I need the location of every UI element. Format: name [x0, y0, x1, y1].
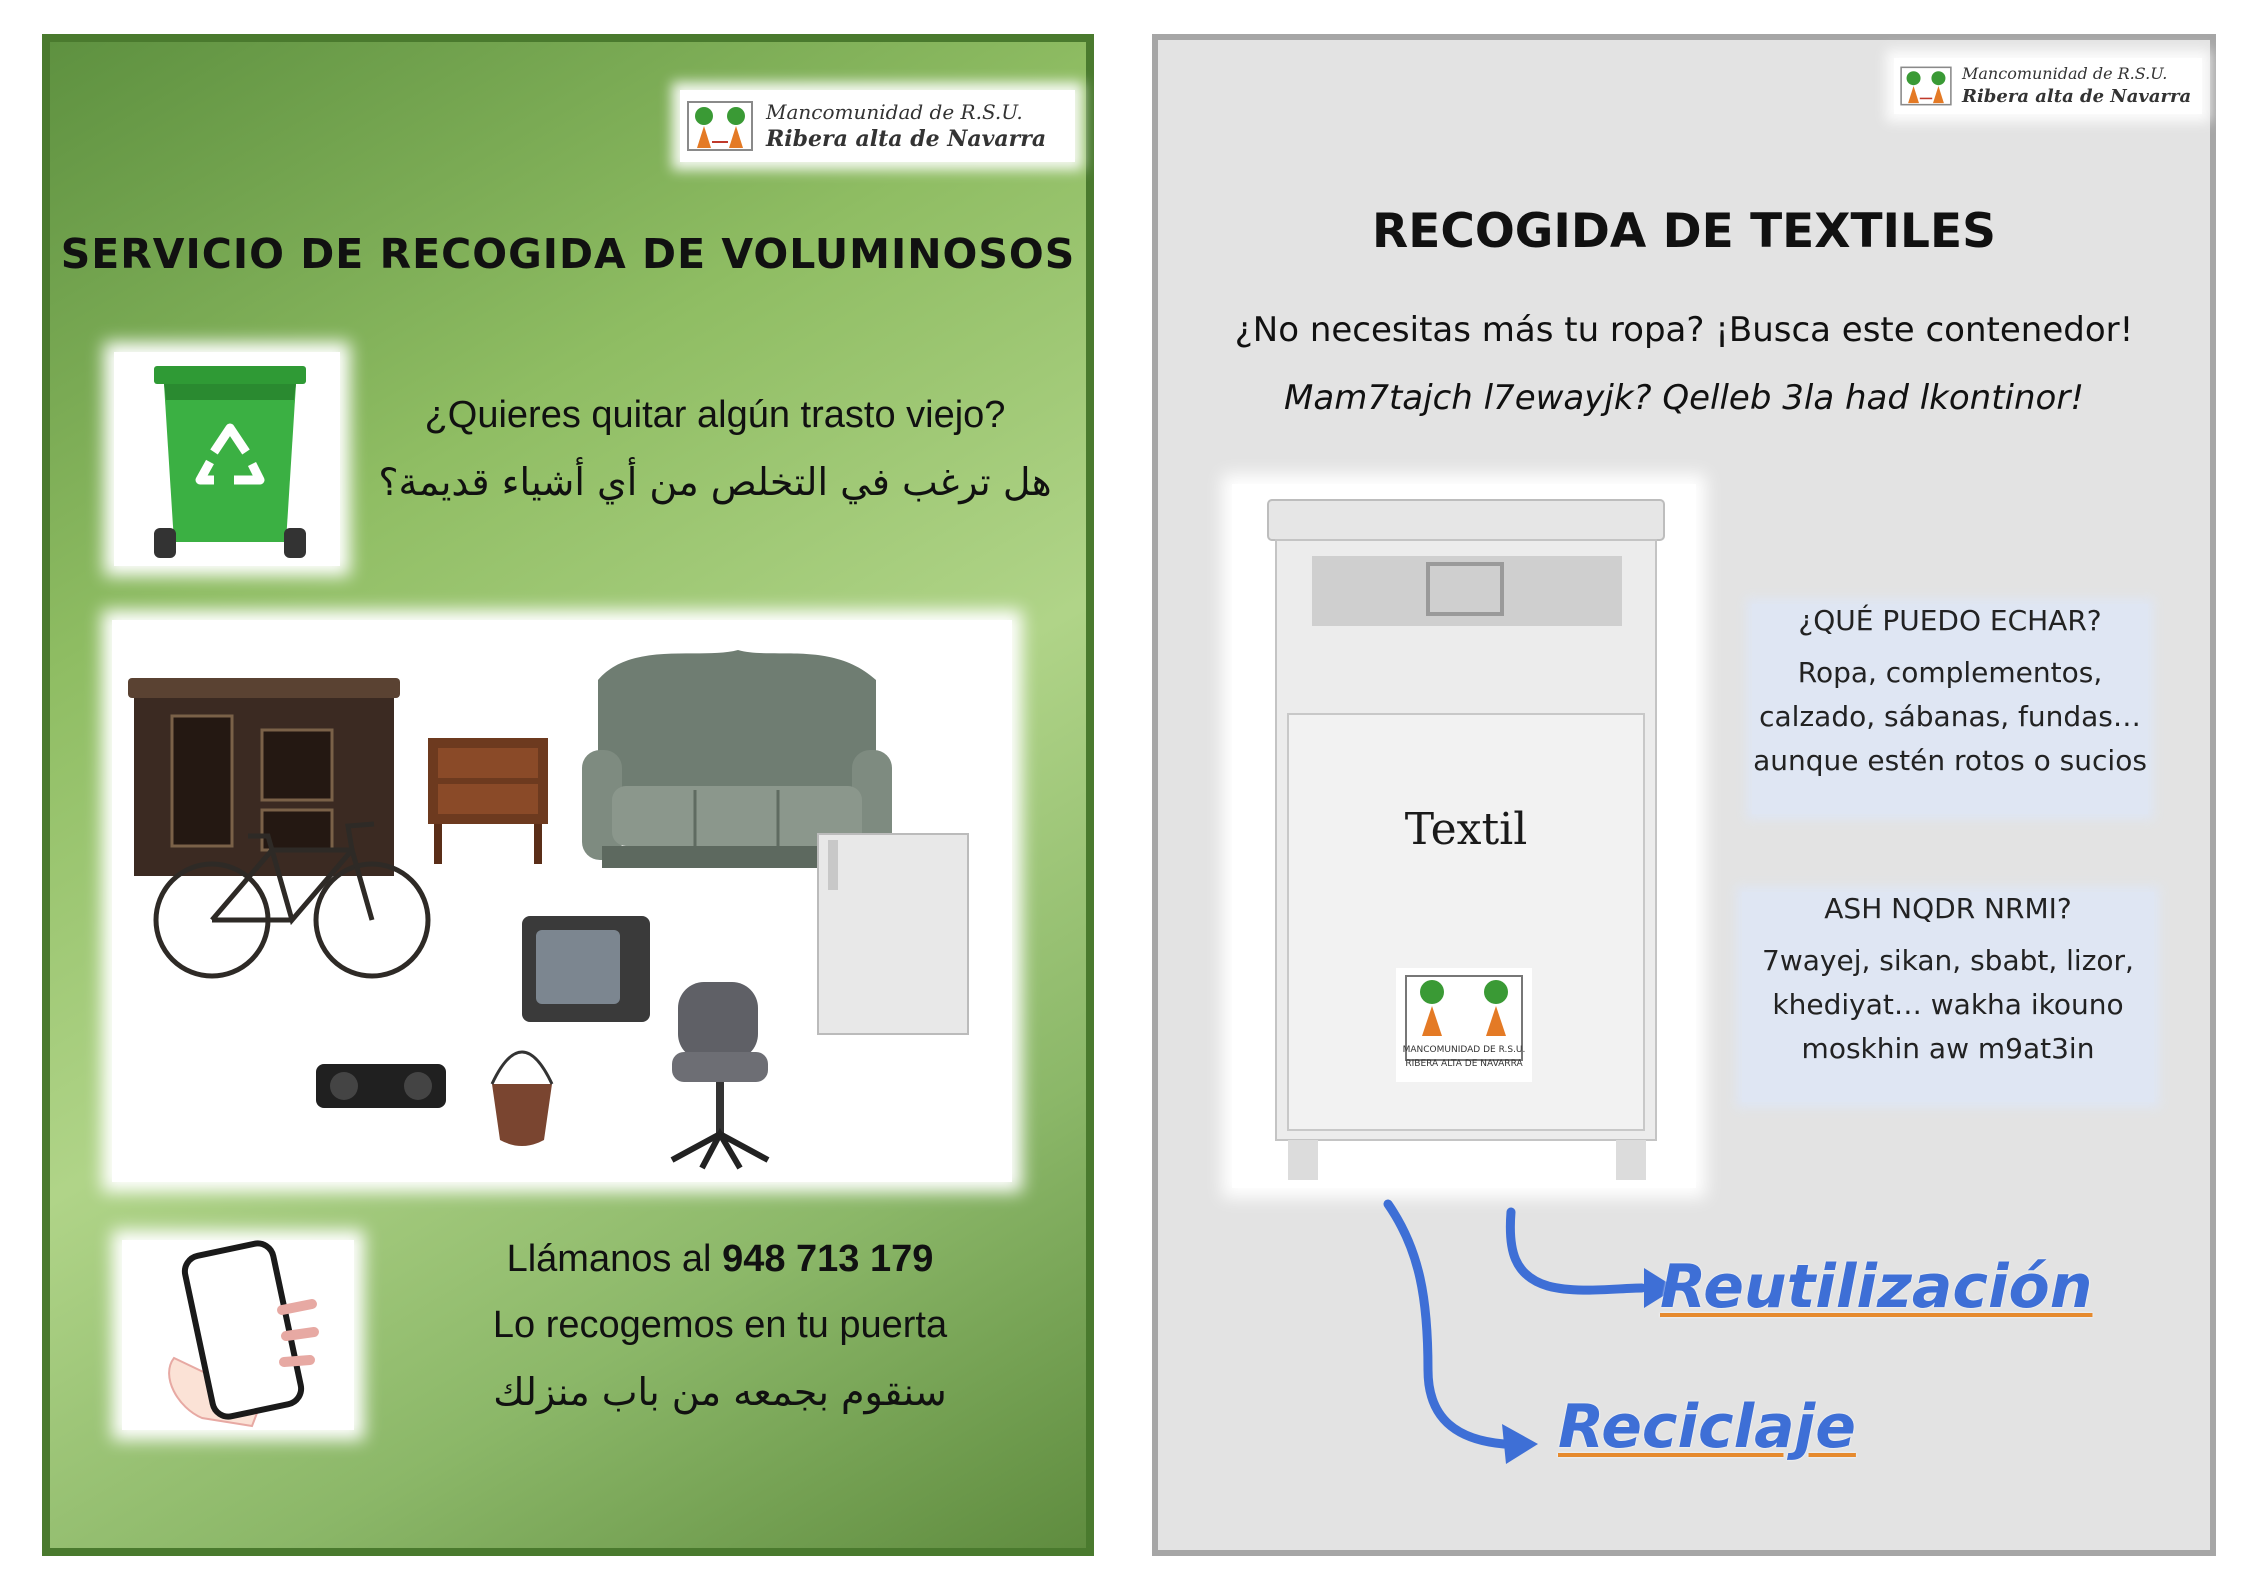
textile-flyer	[1152, 34, 2216, 1556]
textiles-title: RECOGIDA DE TEXTILES	[1372, 204, 1996, 259]
box1-heading: ¿QUÉ PUEDO ECHAR?	[1798, 604, 2102, 637]
box2-heading: ASH NQDR NRMI?	[1824, 892, 2072, 925]
box1-line2: calzado, sábanas, fundas…	[1759, 700, 2141, 733]
logo-right-line2: Ribera alta de Navarra	[1962, 85, 2192, 107]
mancomunidad-logo	[680, 90, 1075, 162]
call-line	[380, 1238, 1060, 1281]
logo-right-line1: Mancomunidad de R.S.U.	[1962, 63, 2168, 83]
arrow-to-reuse	[1510, 1212, 1642, 1290]
recycle-label: Reciclaje	[1558, 1392, 1856, 1462]
box2-line1: 7wayej, sikan, sbabt, lizor,	[1762, 944, 2134, 977]
wood-stove-icon	[128, 678, 400, 876]
pickup-arabic: سنقوم بجمعه من باب منزلك	[493, 1370, 947, 1414]
bulky-items-photo	[112, 620, 1012, 1182]
box2-line2: khediyat… wakha ikouno	[1772, 988, 2124, 1021]
television-icon	[522, 916, 650, 1022]
mancomunidad-logo-icon	[684, 98, 756, 154]
nightstand-icon	[428, 738, 548, 864]
copper-pot-icon	[492, 1052, 552, 1146]
call-prefix: Llámanos al	[506, 1238, 712, 1280]
boombox-icon	[316, 1064, 446, 1108]
box1-line1: Ropa, complementos,	[1797, 656, 2103, 689]
recycle-bin-card	[114, 352, 340, 566]
mini-fridge-icon	[818, 834, 968, 1034]
container-logo-line1: MANCOMUNIDAD DE R.S.U.	[1402, 1045, 1526, 1055]
subtitle-darija: Mam7tajch l7ewayjk? Qelleb 3la had lkontinor!	[1284, 378, 2084, 418]
logo-line1: Mancomunidad de R.S.U.	[766, 99, 1023, 124]
box1-line3: aunque estén rotos o sucios	[1753, 744, 2147, 777]
arrowhead-recycle	[1502, 1424, 1538, 1464]
question-arabic: هل ترغب في التخلص من أي أشياء قديمة؟	[378, 460, 1052, 504]
reuse-label: Reutilización	[1660, 1252, 2093, 1322]
flow-arrows	[1158, 40, 2210, 1550]
container-logo-line2: RIBERA ALTA DE NAVARRA	[1405, 1059, 1523, 1069]
pickup-spanish: Lo recogemos en tu puerta	[492, 1304, 948, 1346]
recycle-bin-icon	[114, 352, 340, 566]
box2-line3: moskhin aw m9at3in	[1801, 1032, 2095, 1065]
subtitle-spanish: ¿No necesitas más tu ropa? ¡Busca este contenedor!	[1234, 310, 2134, 350]
bulky-waste-flyer	[42, 34, 1094, 1556]
voluminosos-title: SERVICIO DE RECOGIDA DE VOLUMINOSOS	[60, 230, 1076, 278]
phone-card	[122, 1240, 354, 1430]
smartphone-hand-icon	[122, 1240, 354, 1430]
office-chair-icon	[672, 982, 768, 1168]
container-label: Textil	[1404, 804, 1528, 855]
phone-number: 948 713 179	[722, 1238, 934, 1280]
logo-line2: Ribera alta de Navarra	[766, 125, 1047, 152]
arrow-to-recycle	[1388, 1204, 1504, 1444]
question-spanish: ¿Quieres quitar algún trasto viejo?	[424, 394, 1006, 436]
